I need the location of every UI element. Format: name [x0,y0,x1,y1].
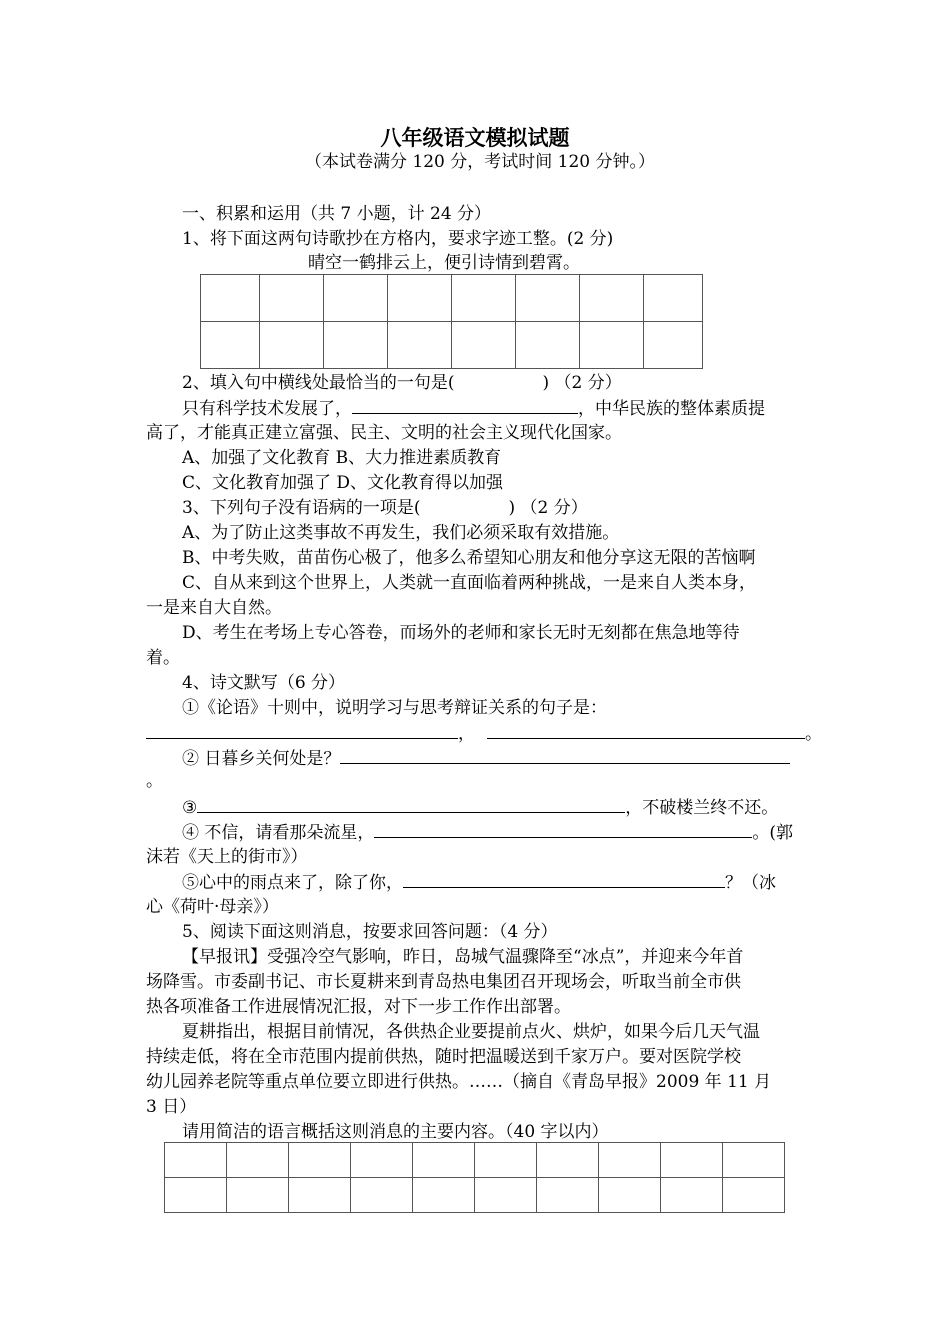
grid-cell[interactable] [201,275,260,322]
q5-news-p2-line3: 幼儿园养老院等重点单位要立即进行供热。……（摘自《青岛早报》2009 年 11 月 [146,1072,772,1092]
q2-sentence-end: ，中华民族的整体素质提 [578,399,765,419]
grid-cell[interactable] [289,1143,351,1178]
q4-item3-blank[interactable] [197,795,625,813]
q5-news-p1-line1: 【早报讯】受强冷空气影响，昨日，岛城气温骤降至“冰点”，并迎来今年首 [182,947,744,967]
q4-item2-text: ② 日暮乡关何处是？ [182,749,341,769]
q3-option-c: C、自从来到这个世界上，人类就一直面临着两种挑战，一是来自人类本身， [182,573,757,593]
grid-cell[interactable] [351,1178,413,1213]
grid-cell[interactable] [580,322,644,369]
q4-item5-blank[interactable] [403,870,725,888]
q2-fill-blank[interactable] [352,396,578,414]
grid-cell[interactable] [452,322,516,369]
q4-item5-end: ？（冰 [725,873,776,893]
grid-cell[interactable] [227,1178,289,1213]
q4-item5-source: 心《荷叶·母亲》） [146,897,279,917]
q2-sentence [182,396,765,421]
q5-news-p1-line3: 热各项准备工作进展情况汇报，对下一步工作作出部署。 [146,997,571,1017]
q4-item4-end: 。(郭 [752,823,794,843]
q4-item4 [182,820,793,845]
q2-prompt [182,371,622,395]
q3-option-b: B、中考失败，苗苗伤心极了，他多么希望知心朋友和他分享这无限的苦恼啊 [182,548,756,568]
grid-cell[interactable] [599,1178,661,1213]
q3-option-d-cont: 着。 [146,648,180,668]
q3-prompt [182,496,588,520]
grid-cell[interactable] [413,1178,475,1213]
grid-cell[interactable] [644,322,703,369]
page-subtitle: （本试卷满分 120 分，考试时间 120 分钟。） [305,152,656,172]
grid-cell[interactable] [324,275,388,322]
section1-heading: 一、积累和运用（共 7 小题，计 24 分） [182,204,492,224]
grid-cell[interactable] [580,275,644,322]
q4-item4-blank[interactable] [374,820,752,838]
grid-cell[interactable] [516,322,580,369]
q2-options-row2: C、文化教育加强了 D、文化教育得以加强 [182,473,504,493]
q4-item4-text: ④ 不信，请看那朵流星， [182,823,375,843]
grid-cell[interactable] [324,322,388,369]
q4-item5 [182,870,776,895]
q3-prompt-start: 3、下列句子没有语病的一项是( [182,498,421,518]
grid-cell[interactable] [475,1178,537,1213]
grid-cell[interactable] [537,1143,599,1178]
q2-sentence-start: 只有科学技术发展了， [182,399,352,419]
q4-item4-source: 沫若《天上的街市》） [146,847,308,867]
grid-cell[interactable] [599,1143,661,1178]
q3-prompt-end: ) （2 分） [508,498,588,518]
q4-item1-end: 。 [805,724,822,744]
grid-cell[interactable] [661,1143,723,1178]
q1-answer-grid[interactable] [200,274,703,369]
q2-prompt-start: 2、填入句中横线处最恰当的一句是( [182,373,455,393]
grid-cell[interactable] [260,275,324,322]
grid-cell[interactable] [537,1178,599,1213]
q3-option-d: D、考生在考场上专心答卷，而场外的老师和家长无时无刻都在焦急地等待 [182,623,740,643]
q4-item1-blank-1[interactable] [146,721,458,739]
q4-item5-text: ⑤心中的雨点来了，除了你， [182,873,403,893]
q5-news-p2-line2: 持续走低，将在全市范围内提前供热，随时把温暖送到千家万户。要对医院学校 [146,1047,741,1067]
q5-prompt: 5、阅读下面这则消息，按要求回答问题：（4 分） [182,922,558,942]
q2-prompt-end: ) （2 分） [542,373,622,393]
q4-prompt: 4、诗文默写（6 分） [182,673,346,693]
q4-item2-end: 。 [146,771,163,791]
q4-item1-blank-2[interactable] [487,721,805,739]
q4-item3 [182,795,778,820]
grid-cell[interactable] [201,322,260,369]
page-title: 八年级语文模拟试题 [380,125,570,150]
grid-cell[interactable] [165,1143,227,1178]
q4-item1-answer [146,721,822,746]
grid-cell[interactable] [413,1143,475,1178]
q4-item2 [182,746,790,771]
q3-option-a: A、为了防止这类事故不再发生，我们必须采取有效措施。 [182,523,620,543]
q4-item1: ①《论语》十则中，说明学习与思考辩证关系的句子是： [182,698,607,718]
grid-cell[interactable] [644,275,703,322]
q4-item3-text: ，不破楼兰终不还。 [625,798,779,818]
grid-cell[interactable] [388,275,452,322]
grid-cell[interactable] [388,322,452,369]
grid-cell[interactable] [452,275,516,322]
q3-option-c-cont: 一是来自大自然。 [146,598,282,618]
q1-poem: 晴空一鹤排云上，便引诗情到碧霄。 [308,253,580,273]
q2-options-row1: A、加强了文化教育 B、大力推进素质教育 [182,448,502,468]
q2-sentence-cont: 高了，才能真正建立富强、民主、文明的社会主义现代化国家。 [146,423,622,443]
grid-cell[interactable] [661,1178,723,1213]
q1-prompt: 1、将下面这两句诗歌抄在方格内，要求字迹工整。(2 分) [182,229,614,249]
grid-cell[interactable] [165,1178,227,1213]
grid-cell[interactable] [351,1143,413,1178]
q4-item1-sep: ， [458,724,475,744]
grid-cell[interactable] [723,1143,785,1178]
q5-news-p2-line1: 夏耕指出，根据目前情况，各供热企业要提前点火、烘炉，如果今后几天气温 [182,1022,760,1042]
grid-cell[interactable] [516,275,580,322]
q5-instruction: 请用简洁的语言概括这则消息的主要内容。（40 字以内） [182,1122,609,1142]
q4-item2-blank[interactable] [340,746,790,764]
grid-cell[interactable] [723,1178,785,1213]
grid-cell[interactable] [475,1143,537,1178]
grid-cell[interactable] [260,322,324,369]
q4-item3-num: ③ [182,798,198,818]
grid-cell[interactable] [227,1143,289,1178]
grid-cell[interactable] [289,1178,351,1213]
q5-answer-grid[interactable] [164,1142,785,1213]
q5-news-p2-line4: 3 日） [146,1097,197,1117]
q5-news-p1-line2: 场降雪。市委副书记、市长夏耕来到青岛热电集团召开现场会，听取当前全市供 [146,972,741,992]
